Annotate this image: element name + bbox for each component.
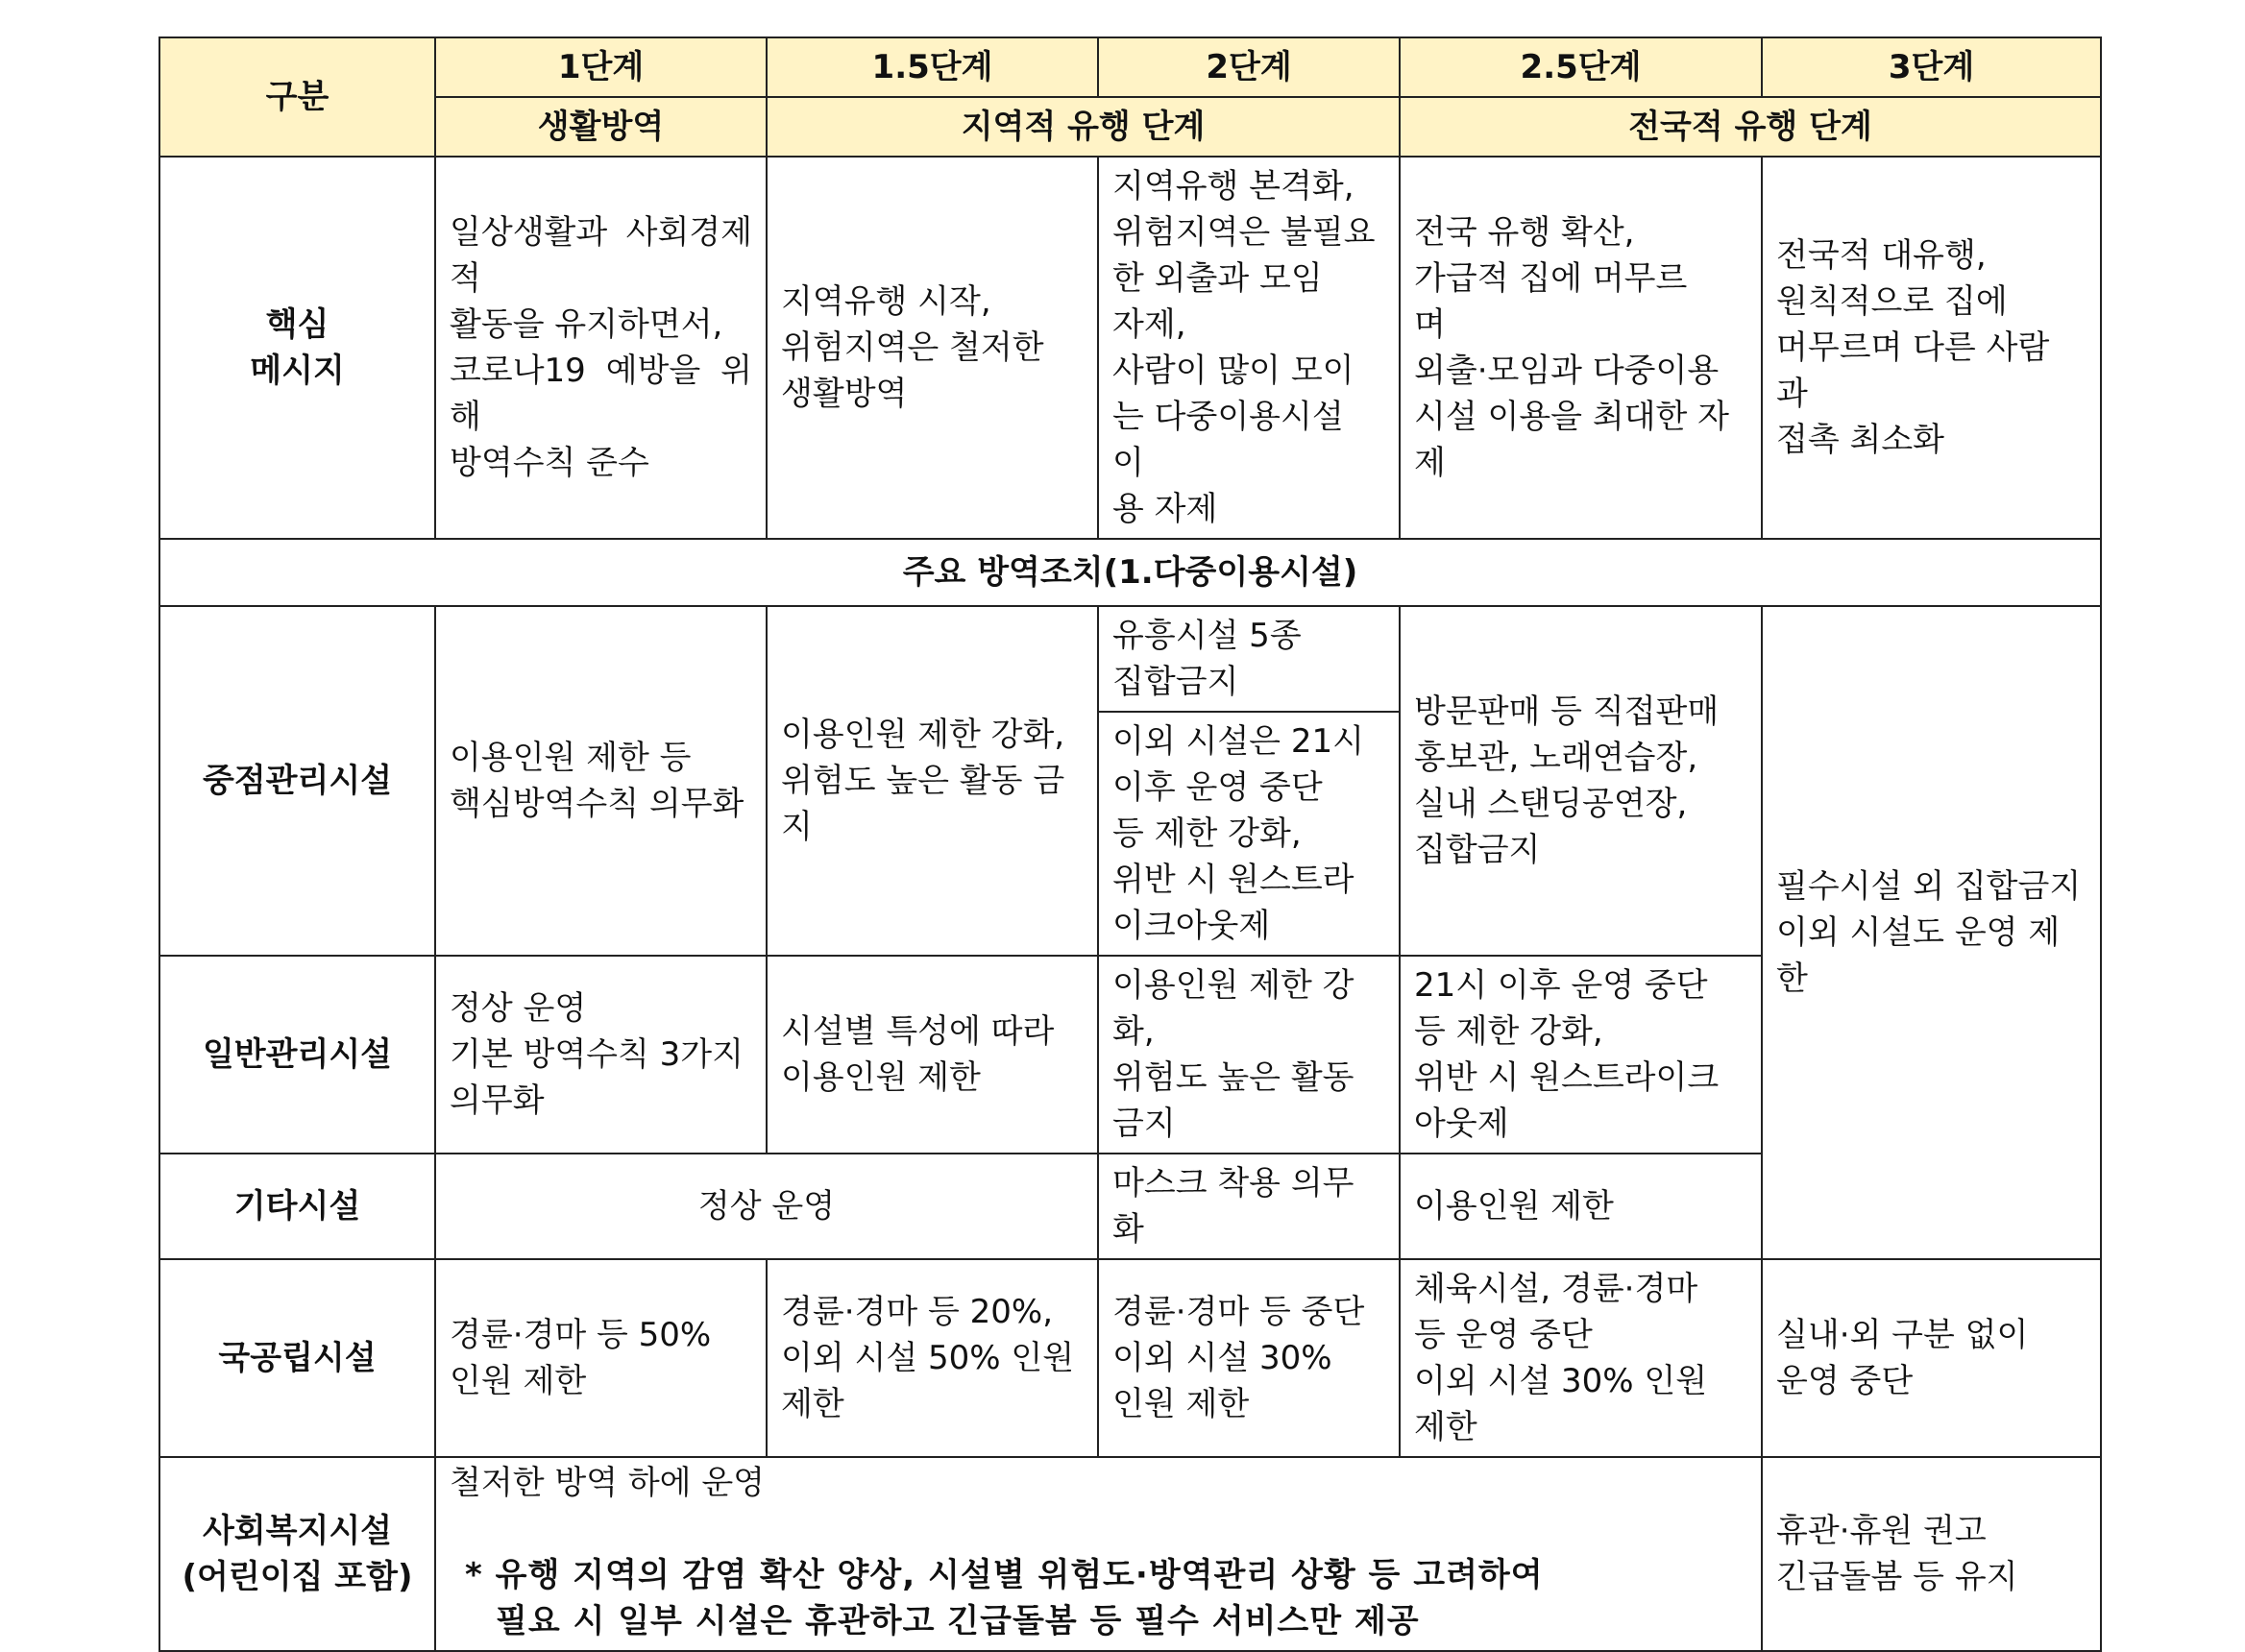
- public-stage-1: 경륜·경마 등 50% 인원 제한: [435, 1259, 767, 1457]
- general-stage-2-5: 21시 이후 운영 중단 등 제한 강화, 위반 시 원스트라이크 아웃제: [1400, 956, 1762, 1154]
- welfare-main-text: 철저한 방역 하에 운영: [450, 1464, 766, 1502]
- core-message-stage-1-5: 지역유행 시작, 위험지역은 철저한 생활방역: [767, 157, 1098, 539]
- welfare-stage-1-to-2-5: [435, 1457, 1762, 1651]
- public-stage-3: 실내·외 구분 없이 운영 중단: [1762, 1259, 2101, 1457]
- header-stage-3: 3단계: [1762, 37, 2101, 97]
- public-stage-2-5: 체육시설, 경륜·경마 등 운영 중단 이외 시설 30% 인원 제한: [1400, 1259, 1762, 1457]
- priority-stage-1-5: 이용인원 제한 강화, 위험도 높은 활동 금지: [767, 606, 1098, 956]
- welfare-note-line-1: * 유행 지역의 감염 확산 양상, 시설별 위험도·방역관리 상황 등 고려하여: [465, 1556, 1544, 1594]
- core-message-stage-2: 지역유행 본격화, 위험지역은 불필요 한 외출과 모임 자제, 사람이 많이 모이 는 다중이용시설 이 용 자제: [1098, 157, 1400, 539]
- public-facilities-row: [159, 1259, 2101, 1457]
- priority-stage-2-5: 방문판매 등 직접판매 홍보관, 노래연습장, 실내 스탠딩공연장, 집합금지: [1400, 606, 1762, 956]
- welfare-note-line-2: 필요 시 일부 시설은 휴관하고 긴급돌봄 등 필수 서비스만 제공: [496, 1602, 1420, 1640]
- core-message-stage-2-5: 전국 유행 확산, 가급적 집에 머무르 며 외출·모임과 다중이용 시설 이용을 최대한 자 제: [1400, 157, 1762, 539]
- general-stage-1-5: 시설별 특성에 따라 이용인원 제한: [767, 956, 1098, 1154]
- header-stage-1: 1단계: [435, 37, 767, 97]
- stage-3-facilities: 필수시설 외 집합금지 이외 시설도 운영 제한: [1762, 606, 2101, 1259]
- header-phase-national: 전국적 유행 단계: [1400, 97, 2101, 157]
- other-stage-2-5: 이용인원 제한: [1400, 1154, 1762, 1259]
- general-facilities-label: 일반관리시설: [159, 956, 435, 1154]
- section-title: 주요 방역조치(1.다중이용시설): [159, 539, 2101, 606]
- header-stage-2-5: 2.5단계: [1400, 37, 1762, 97]
- general-stage-1: 정상 운영 기본 방역수칙 3가지 의무화: [435, 956, 767, 1154]
- header-phase-daily: 생활방역: [435, 97, 767, 157]
- other-stage-1-1-5: 정상 운영: [435, 1154, 1098, 1259]
- header-stage-row: [159, 37, 2101, 97]
- priority-stage-2-entertainment: 유흥시설 5종 집합금지: [1098, 606, 1400, 712]
- public-stage-1-5: 경륜·경마 등 20%, 이외 시설 50% 인원 제한: [767, 1259, 1098, 1457]
- core-message-row: [159, 157, 2101, 539]
- public-stage-2: 경륜·경마 등 중단 이외 시설 30% 인원 제한: [1098, 1259, 1400, 1457]
- general-stage-2: 이용인원 제한 강화, 위험도 높은 활동 금지: [1098, 956, 1400, 1154]
- header-phase-row: [159, 97, 2101, 157]
- welfare-facilities-row: [159, 1457, 2101, 1651]
- section-title-row: [159, 539, 2101, 606]
- priority-facilities-label: 중점관리시설: [159, 606, 435, 956]
- distancing-stage-table: [159, 36, 2102, 1652]
- public-facilities-label: 국공립시설: [159, 1259, 435, 1457]
- priority-stage-2-others: 이외 시설은 21시 이후 운영 중단 등 제한 강화, 위반 시 원스트라 이크아웃제: [1098, 712, 1400, 956]
- welfare-facilities-label: 사회복지시설 (어린이집 포함): [159, 1457, 435, 1651]
- other-stage-2: 마스크 착용 의무화: [1098, 1154, 1400, 1259]
- header-category: 구분: [159, 37, 435, 157]
- priority-facilities-row: [159, 606, 2101, 712]
- core-message-label: 핵심 메시지: [159, 157, 435, 539]
- header-phase-regional: 지역적 유행 단계: [767, 97, 1400, 157]
- priority-stage-1: 이용인원 제한 등 핵심방역수칙 의무화: [435, 606, 767, 956]
- core-message-stage-3: 전국적 대유행, 원칙적으로 집에 머무르며 다른 사람 과 접촉 최소화: [1762, 157, 2101, 539]
- header-stage-2: 2단계: [1098, 37, 1400, 97]
- welfare-stage-3: 휴관·휴원 권고 긴급돌봄 등 유지: [1762, 1457, 2101, 1651]
- core-message-stage-1: 일상생활과 사회경제적 활동을 유지하면서, 코로나19 예방을 위해 방역수칙 준수: [435, 157, 767, 539]
- header-stage-1-5: 1.5단계: [767, 37, 1098, 97]
- other-facilities-label: 기타시설: [159, 1154, 435, 1259]
